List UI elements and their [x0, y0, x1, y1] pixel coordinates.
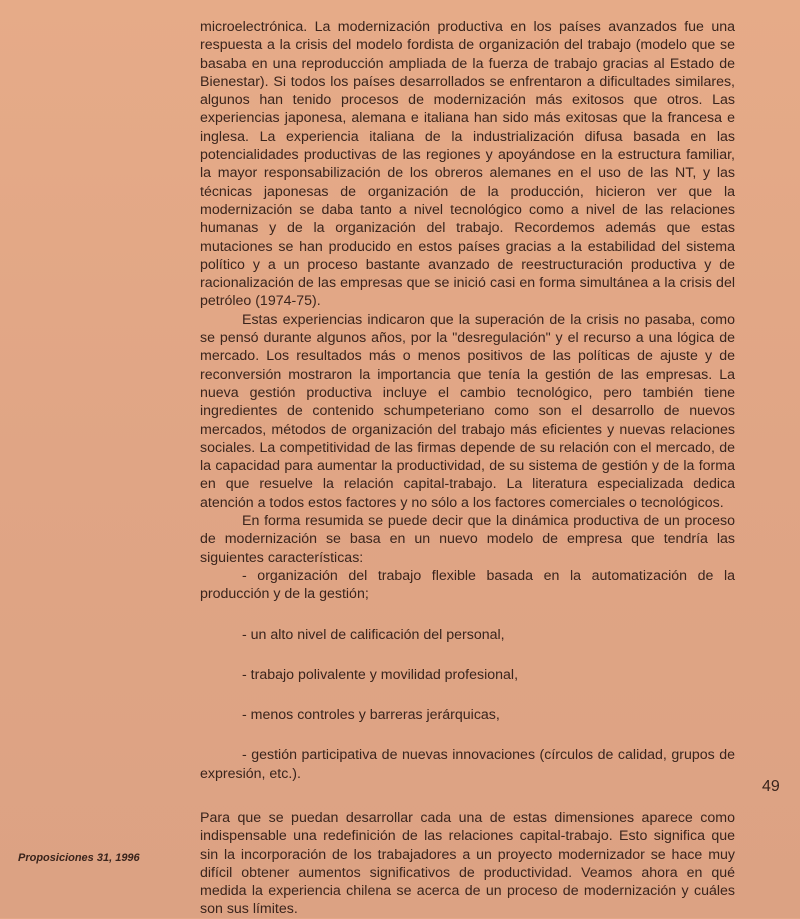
closing-paragraph: Para que se puedan desarrollar cada una de estas dimensiones aparece como indispensable una redefinición de las relaciones capital-trabajo. Esto significa que sin la incorporación de los trabajadores a un proyecto modernizador se hace muy difícil obtener aumentos significativos de productividad. Veamos ahora en qué medida la experiencia chilena se acerca de un proceso de modernización y cuáles son sus límites. — [200, 809, 735, 918]
paragraph-2: Estas experiencias indicaron que la superación de la crisis no pasaba, como se pensó durante algunos años, por la "desregulación" y el recurso a una lógica de mercado. Los resultados más o menos positivos de las políticas de ajuste y de reconversión mostraron la importancia que tenía la gestión de las empresas. La nueva gestión productiva incluye el cambio tecnológico, pero también tiene ingredientes de contenido schumpeteriano como son el desarrollo de nuevos mercados, métodos de organización del trabajo más eficientes y nuevas relaciones sociales. La competitividad de las firmas depende de su relación con el mercado, de la capacidad para aumentar la productividad, de su sistema de gestión y de la forma en que resuelve la relación capital-trabajo. La literatura especializada dedica atención a todos estos factores y no sólo a los factores comerciales o tecnológicos. — [200, 311, 735, 511]
list-item: - trabajo polivalente y movilidad profesional, — [242, 666, 519, 683]
paragraph-3: En forma resumida se puede decir que la dinámica productiva de un proceso de modernización se basa en un nuevo modelo de empresa que tendría las siguientes características: — [200, 513, 735, 566]
footer-citation: Proposiciones 31, 1996 — [18, 852, 140, 864]
page-number: 49 — [762, 778, 780, 795]
list-item: - gestión participativa de nuevas innovaciones (círculos de calidad, grupos de expresión, etc.). — [200, 747, 735, 782]
list-item: - un alto nivel de calificación del personal, — [242, 626, 505, 643]
list-item: - organización del trabajo flexible basada en la automatización de la producción y de la gestión; — [200, 567, 735, 603]
list-item: - menos controles y barreras jerárquicas, — [242, 707, 500, 724]
text-column — [200, 18, 735, 919]
paragraph-1: microelectrónica. La modernización productiva en los países avanzados fue una respuesta a la crisis del modelo fordista de organización del trabajo (modelo que se basaba en una reproducción ampliada de la fuerza de trabajo gracias al Estado de Bienestar). Si todos los países desarrollados se enfrentaron a dificultades similares, algunos han tenido procesos de modernización más exitosos que otros. Las experiencias japonesa, alemana e italiana han sido más exitosas que la francesa e inglesa. La experiencia italiana de la industrialización difusa basada en las potencialidades productivas de las regiones y apoyándose en la estructura familiar, la mayor responsabilización de los obreros alemanes en el uso de las NT, y las técnicas japonesas de organización de la producción, hicieron ver que la modernización se daba tanto a nivel tecnológico como a nivel de las relaciones humanas y de la organización del trabajo. Recordemos además que estas mutaciones se han producido en estos países gracias a la estabilidad del sistema político y a un proceso bastante avanzado de reestructuración productiva y de racionalización de las empresas que se inició casi en forma simultánea a la crisis del petróleo (1974-75). — [200, 19, 735, 310]
